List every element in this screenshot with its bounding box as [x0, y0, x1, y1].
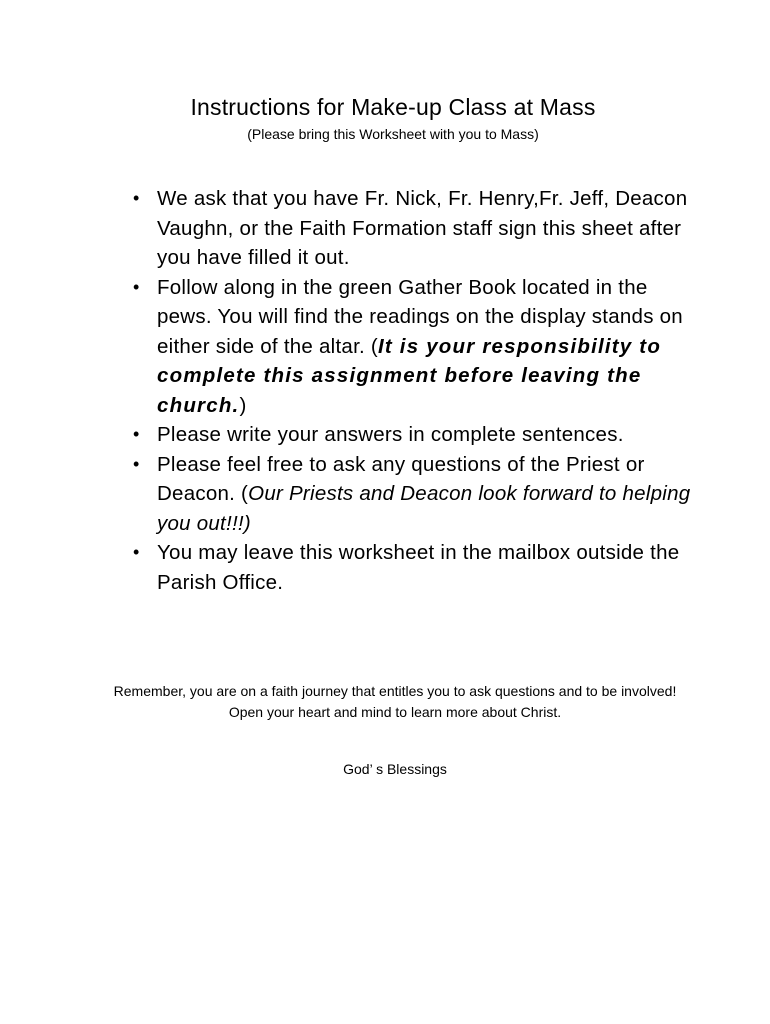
remember-paragraph: Remember, you are on a faith journey that entitles you to ask questions and to be involved! Open your heart and mind to learn more about Christ.	[113, 683, 677, 720]
instruction-emphasis: It is your responsibility to complete this assignment before leaving the church.	[157, 334, 662, 417]
page-title: Instructions for Make-up Class at Mass	[190, 94, 596, 120]
instruction-text: Please write your answers in complete sentences.	[157, 423, 624, 446]
instruction-list	[133, 184, 693, 597]
instruction-text: We ask that you have Fr. Nick, Fr. Henry,Fr. Jeff, Deacon Vaughn, or the Faith Formation staff sign this sheet after you have filled it out.	[157, 187, 688, 269]
instruction-item-questions	[133, 450, 693, 539]
bullet-dot: •	[133, 424, 140, 444]
instruction-text: You may leave this worksheet in the mailbox outside the Parish Office.	[157, 541, 680, 594]
bullet-dot: •	[133, 188, 140, 208]
bullet-dot: •	[133, 453, 140, 474]
instruction-text: Please feel free to ask any questions of the Priest or Deacon. (	[157, 452, 645, 505]
instruction-item-complete-sentences	[133, 420, 693, 450]
instruction-item-mailbox	[133, 538, 693, 597]
instruction-text-end: )	[239, 393, 247, 417]
instruction-item-signature	[133, 184, 693, 273]
instruction-emphasis: Our Priests and Deacon look forward to helping you out!!!)	[157, 482, 691, 535]
bullet-dot: •	[133, 276, 140, 297]
bullet-dot: •	[133, 542, 140, 562]
page-subtitle: (Please bring this Worksheet with you to Mass)	[247, 126, 539, 142]
instruction-text: Follow along in the green Gather Book located in the pews. You will find the readings on the display stands on either side of the altar. (	[157, 275, 683, 358]
instruction-item-gather-book	[133, 273, 693, 421]
closing-blessing: God’ s Blessings	[343, 761, 447, 777]
